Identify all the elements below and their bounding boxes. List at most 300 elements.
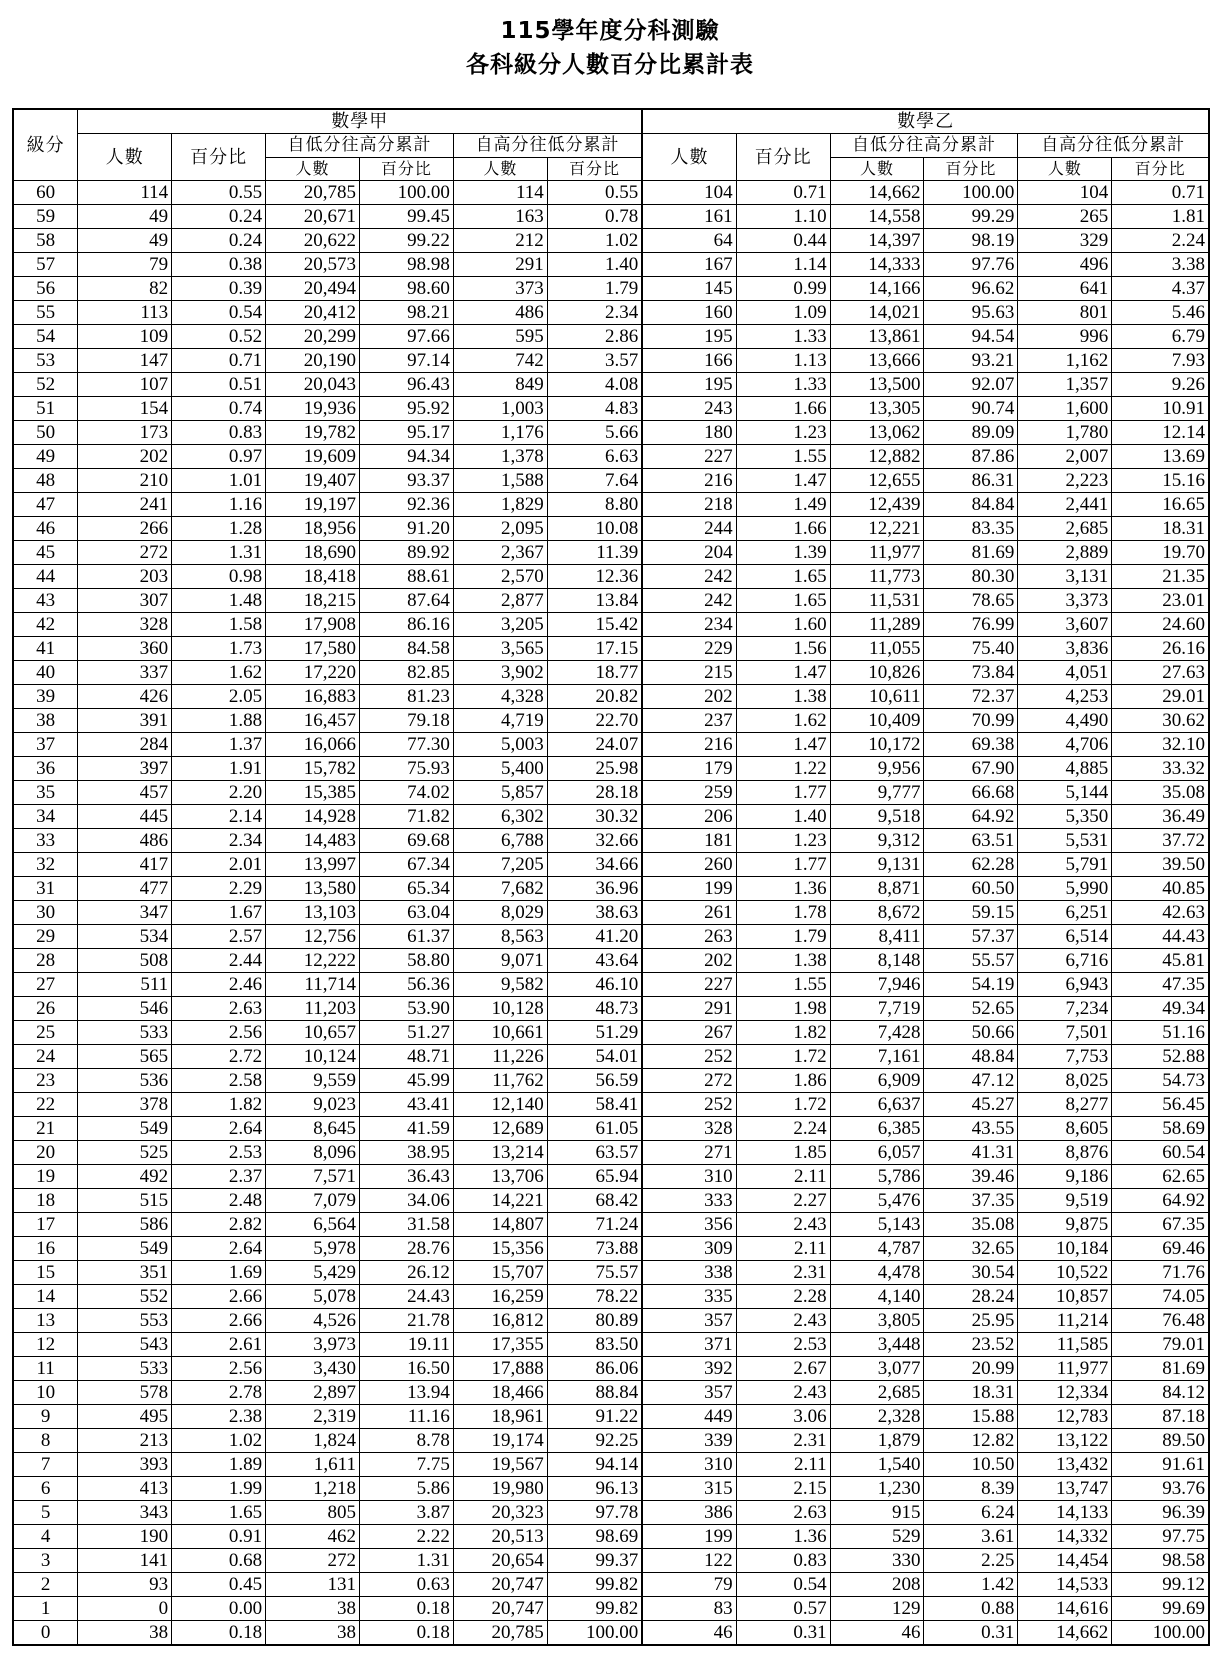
cell-a-hl-percent: 6.63 [547,445,642,469]
cell-a-hl-percent: 18.77 [547,661,642,685]
cell-b-lh-percent: 35.08 [924,1213,1018,1237]
cell-score: 36 [13,757,78,781]
cell-a-hl-percent: 1.79 [547,277,642,301]
cell-a-lh-count: 18,956 [266,517,360,541]
cell-b-lh-count: 13,305 [830,397,924,421]
cell-b-count: 260 [642,853,736,877]
cell-b-hl-count: 14,662 [1018,1621,1112,1646]
cell-b-hl-count: 6,716 [1018,949,1112,973]
cell-a-lh-percent: 53.90 [359,997,453,1021]
table-row [13,1069,1209,1093]
cell-score: 0 [13,1621,78,1646]
cell-a-lh-count: 14,928 [266,805,360,829]
cell-b-hl-count: 10,522 [1018,1261,1112,1285]
cell-a-count: 210 [78,469,172,493]
cell-a-hl-percent: 38.63 [547,901,642,925]
cell-b-hl-count: 11,585 [1018,1333,1112,1357]
cell-b-count: 179 [642,757,736,781]
cell-b-count: 227 [642,445,736,469]
cell-b-lh-count: 14,558 [830,205,924,229]
cell-score: 23 [13,1069,78,1093]
cell-a-hl-count: 18,466 [453,1381,547,1405]
header-b-lh-percent: 百分比 [924,158,1018,181]
cell-a-hl-percent: 61.05 [547,1117,642,1141]
cell-a-percent: 2.34 [172,829,266,853]
cell-b-percent: 1.38 [736,685,830,709]
cell-b-hl-percent: 12.14 [1112,421,1209,445]
cell-a-hl-percent: 32.66 [547,829,642,853]
cell-b-lh-count: 9,312 [830,829,924,853]
cell-score: 40 [13,661,78,685]
cell-a-percent: 2.14 [172,805,266,829]
cell-b-count: 310 [642,1453,736,1477]
cell-a-hl-percent: 13.84 [547,589,642,613]
header-a-count: 人數 [78,134,172,181]
cell-a-percent: 0.24 [172,229,266,253]
cell-a-percent: 2.61 [172,1333,266,1357]
cell-a-lh-percent: 99.45 [359,205,453,229]
cell-b-hl-count: 3,836 [1018,637,1112,661]
cell-a-hl-count: 14,221 [453,1189,547,1213]
cell-b-lh-percent: 64.92 [924,805,1018,829]
cell-b-percent: 1.23 [736,421,830,445]
cell-b-lh-percent: 94.54 [924,325,1018,349]
cell-a-hl-percent: 58.41 [547,1093,642,1117]
cell-b-hl-count: 4,051 [1018,661,1112,685]
cell-a-percent: 2.82 [172,1213,266,1237]
cell-b-lh-percent: 92.07 [924,373,1018,397]
cell-b-hl-count: 14,332 [1018,1525,1112,1549]
cell-b-count: 64 [642,229,736,253]
cell-a-lh-count: 3,973 [266,1333,360,1357]
cell-score: 33 [13,829,78,853]
cell-score: 15 [13,1261,78,1285]
cell-b-count: 333 [642,1189,736,1213]
cell-a-hl-percent: 4.08 [547,373,642,397]
cell-score: 1 [13,1597,78,1621]
cell-score: 14 [13,1285,78,1309]
cell-b-count: 356 [642,1213,736,1237]
cell-a-lh-count: 8,096 [266,1141,360,1165]
cell-a-lh-percent: 65.34 [359,877,453,901]
cell-b-lh-count: 6,909 [830,1069,924,1093]
cell-a-hl-percent: 34.66 [547,853,642,877]
cell-b-hl-count: 9,875 [1018,1213,1112,1237]
cell-a-lh-percent: 89.92 [359,541,453,565]
cell-a-hl-count: 486 [453,301,547,325]
cell-b-percent: 1.47 [736,661,830,685]
cell-b-lh-percent: 67.90 [924,757,1018,781]
cell-a-hl-percent: 73.88 [547,1237,642,1261]
cell-a-lh-percent: 94.34 [359,445,453,469]
cell-b-count: 145 [642,277,736,301]
cell-a-count: 213 [78,1429,172,1453]
cell-b-lh-count: 11,055 [830,637,924,661]
cell-a-count: 107 [78,373,172,397]
cell-b-hl-percent: 6.79 [1112,325,1209,349]
cell-b-lh-count: 1,879 [830,1429,924,1453]
cell-b-count: 195 [642,373,736,397]
cell-score: 51 [13,397,78,421]
cell-a-lh-count: 18,690 [266,541,360,565]
cell-a-lh-count: 20,785 [266,181,360,205]
cell-score: 21 [13,1117,78,1141]
table-row [13,1093,1209,1117]
cell-score: 42 [13,613,78,637]
cell-a-lh-percent: 93.37 [359,469,453,493]
cell-a-hl-count: 10,661 [453,1021,547,1045]
cell-b-percent: 2.67 [736,1357,830,1381]
cell-b-lh-count: 13,500 [830,373,924,397]
cell-a-lh-percent: 21.78 [359,1309,453,1333]
cell-a-hl-percent: 48.73 [547,997,642,1021]
cell-a-hl-percent: 99.82 [547,1573,642,1597]
cell-b-hl-percent: 3.38 [1112,253,1209,277]
cell-a-hl-percent: 92.25 [547,1429,642,1453]
cell-a-hl-count: 1,378 [453,445,547,469]
cell-a-percent: 0.55 [172,181,266,205]
cell-a-hl-count: 3,902 [453,661,547,685]
cell-a-lh-percent: 7.75 [359,1453,453,1477]
cell-b-hl-count: 5,990 [1018,877,1112,901]
cell-a-hl-count: 15,707 [453,1261,547,1285]
cell-b-count: 291 [642,997,736,1021]
cell-a-hl-count: 6,788 [453,829,547,853]
cell-b-lh-count: 13,861 [830,325,924,349]
cell-b-percent: 0.57 [736,1597,830,1621]
cell-a-hl-count: 13,706 [453,1165,547,1189]
cell-a-count: 565 [78,1045,172,1069]
cell-a-lh-count: 17,580 [266,637,360,661]
cell-b-count: 338 [642,1261,736,1285]
cell-a-hl-count: 8,563 [453,925,547,949]
cell-b-lh-count: 12,221 [830,517,924,541]
cell-b-percent: 1.82 [736,1021,830,1045]
cell-b-lh-count: 1,230 [830,1477,924,1501]
cell-b-hl-count: 641 [1018,277,1112,301]
cell-score: 35 [13,781,78,805]
table-row [13,1237,1209,1261]
cell-a-percent: 0.71 [172,349,266,373]
cell-a-lh-percent: 95.17 [359,421,453,445]
cell-b-lh-percent: 95.63 [924,301,1018,325]
cell-a-hl-count: 19,567 [453,1453,547,1477]
cell-b-hl-count: 1,780 [1018,421,1112,445]
cell-a-percent: 0.51 [172,373,266,397]
cell-b-lh-percent: 63.51 [924,829,1018,853]
cell-a-hl-count: 2,877 [453,589,547,613]
cell-b-hl-percent: 64.92 [1112,1189,1209,1213]
table-row [13,1429,1209,1453]
cell-b-hl-count: 3,373 [1018,589,1112,613]
cell-a-count: 445 [78,805,172,829]
cell-b-count: 204 [642,541,736,565]
cell-a-lh-count: 15,385 [266,781,360,805]
cell-a-count: 533 [78,1357,172,1381]
cell-a-hl-percent: 3.57 [547,349,642,373]
cell-a-lh-percent: 91.20 [359,517,453,541]
cell-b-count: 202 [642,949,736,973]
cell-a-lh-count: 9,023 [266,1093,360,1117]
table-row [13,253,1209,277]
cell-a-lh-count: 20,412 [266,301,360,325]
table-row [13,877,1209,901]
cell-a-count: 525 [78,1141,172,1165]
cell-a-count: 578 [78,1381,172,1405]
cell-b-lh-percent: 87.86 [924,445,1018,469]
cell-b-count: 449 [642,1405,736,1429]
cell-a-hl-count: 849 [453,373,547,397]
cell-b-hl-percent: 62.65 [1112,1165,1209,1189]
cell-score: 24 [13,1045,78,1069]
cell-b-lh-percent: 2.25 [924,1549,1018,1573]
table-row [13,1141,1209,1165]
cell-b-hl-count: 10,184 [1018,1237,1112,1261]
cell-a-lh-percent: 0.18 [359,1621,453,1646]
cell-b-hl-count: 9,519 [1018,1189,1112,1213]
cell-a-hl-count: 16,812 [453,1309,547,1333]
cell-b-percent: 2.11 [736,1237,830,1261]
cell-a-hl-count: 212 [453,229,547,253]
cell-b-percent: 2.11 [736,1165,830,1189]
cell-a-percent: 2.56 [172,1021,266,1045]
cell-a-lh-count: 272 [266,1549,360,1573]
cell-b-hl-percent: 30.62 [1112,709,1209,733]
cell-a-count: 109 [78,325,172,349]
cell-b-hl-percent: 0.71 [1112,181,1209,205]
cell-b-percent: 1.38 [736,949,830,973]
cell-a-hl-percent: 11.39 [547,541,642,565]
cell-a-percent: 1.58 [172,613,266,637]
table-row [13,589,1209,613]
cell-a-hl-count: 6,302 [453,805,547,829]
cell-a-count: 147 [78,349,172,373]
cell-a-percent: 1.37 [172,733,266,757]
cell-b-hl-percent: 7.93 [1112,349,1209,373]
cell-a-count: 82 [78,277,172,301]
cell-a-count: 543 [78,1333,172,1357]
score-distribution-table [12,108,1210,1646]
cell-a-hl-count: 3,205 [453,613,547,637]
cell-a-hl-percent: 30.32 [547,805,642,829]
cell-b-hl-percent: 36.49 [1112,805,1209,829]
cell-b-lh-count: 7,428 [830,1021,924,1045]
cell-a-hl-count: 9,071 [453,949,547,973]
cell-b-hl-percent: 24.60 [1112,613,1209,637]
header-a-hl-count: 人數 [453,158,547,181]
cell-b-lh-count: 11,289 [830,613,924,637]
cell-a-hl-count: 595 [453,325,547,349]
cell-a-lh-percent: 87.64 [359,589,453,613]
cell-b-hl-count: 496 [1018,253,1112,277]
cell-b-count: 244 [642,517,736,541]
cell-a-lh-percent: 95.92 [359,397,453,421]
cell-b-hl-percent: 67.35 [1112,1213,1209,1237]
cell-b-count: 237 [642,709,736,733]
table-row [13,421,1209,445]
cell-a-lh-percent: 97.14 [359,349,453,373]
cell-b-lh-percent: 99.29 [924,205,1018,229]
cell-b-lh-percent: 90.74 [924,397,1018,421]
cell-a-lh-count: 13,103 [266,901,360,925]
cell-a-percent: 1.89 [172,1453,266,1477]
cell-b-percent: 1.66 [736,397,830,421]
cell-score: 18 [13,1189,78,1213]
cell-a-hl-count: 7,205 [453,853,547,877]
cell-b-lh-count: 12,655 [830,469,924,493]
cell-b-hl-percent: 71.76 [1112,1261,1209,1285]
cell-a-hl-percent: 0.78 [547,205,642,229]
cell-b-count: 263 [642,925,736,949]
cell-b-hl-percent: 84.12 [1112,1381,1209,1405]
cell-b-count: 328 [642,1117,736,1141]
cell-score: 52 [13,373,78,397]
cell-score: 34 [13,805,78,829]
cell-b-hl-count: 14,454 [1018,1549,1112,1573]
cell-a-lh-percent: 51.27 [359,1021,453,1045]
cell-a-percent: 2.64 [172,1237,266,1261]
cell-b-percent: 1.23 [736,829,830,853]
cell-a-lh-percent: 98.98 [359,253,453,277]
cell-a-count: 114 [78,181,172,205]
cell-b-lh-percent: 86.31 [924,469,1018,493]
cell-a-lh-count: 462 [266,1525,360,1549]
cell-b-hl-count: 2,007 [1018,445,1112,469]
cell-score: 28 [13,949,78,973]
cell-a-count: 272 [78,541,172,565]
table-row [13,325,1209,349]
cell-b-lh-percent: 70.99 [924,709,1018,733]
cell-b-lh-percent: 98.19 [924,229,1018,253]
cell-b-hl-percent: 32.10 [1112,733,1209,757]
cell-a-lh-percent: 98.21 [359,301,453,325]
cell-a-count: 457 [78,781,172,805]
cell-a-hl-percent: 96.13 [547,1477,642,1501]
cell-b-count: 242 [642,565,736,589]
cell-b-count: 195 [642,325,736,349]
cell-score: 49 [13,445,78,469]
cell-score: 53 [13,349,78,373]
cell-a-hl-percent: 80.89 [547,1309,642,1333]
cell-a-hl-percent: 15.42 [547,613,642,637]
table-row [13,733,1209,757]
cell-b-percent: 2.11 [736,1453,830,1477]
cell-b-count: 386 [642,1501,736,1525]
cell-b-lh-count: 9,518 [830,805,924,829]
cell-a-percent: 1.99 [172,1477,266,1501]
cell-a-percent: 2.66 [172,1285,266,1309]
title-line-2: 各科級分人數百分比累計表 [466,52,754,78]
cell-score: 22 [13,1093,78,1117]
cell-a-lh-percent: 98.60 [359,277,453,301]
cell-b-lh-count: 4,140 [830,1285,924,1309]
cell-b-percent: 1.86 [736,1069,830,1093]
cell-a-percent: 1.31 [172,541,266,565]
cell-b-count: 206 [642,805,736,829]
cell-a-lh-percent: 0.63 [359,1573,453,1597]
table-row [13,1261,1209,1285]
cell-b-hl-count: 3,607 [1018,613,1112,637]
cell-score: 54 [13,325,78,349]
cell-a-hl-count: 8,029 [453,901,547,925]
cell-b-hl-count: 9,186 [1018,1165,1112,1189]
cell-a-hl-count: 4,719 [453,709,547,733]
cell-a-percent: 2.20 [172,781,266,805]
cell-a-hl-count: 13,214 [453,1141,547,1165]
cell-a-lh-percent: 71.82 [359,805,453,829]
cell-a-hl-count: 2,570 [453,565,547,589]
cell-b-hl-percent: 81.69 [1112,1357,1209,1381]
cell-a-lh-count: 20,299 [266,325,360,349]
cell-a-percent: 2.44 [172,949,266,973]
cell-b-hl-percent: 76.48 [1112,1309,1209,1333]
table-row [13,349,1209,373]
cell-a-hl-percent: 20.82 [547,685,642,709]
cell-a-percent: 2.29 [172,877,266,901]
cell-a-hl-count: 291 [453,253,547,277]
cell-a-count: 536 [78,1069,172,1093]
cell-b-hl-count: 996 [1018,325,1112,349]
cell-b-hl-percent: 96.39 [1112,1501,1209,1525]
cell-b-percent: 1.85 [736,1141,830,1165]
header-a-cum-low-high: 自低分往高分累計 [266,134,454,158]
cell-score: 58 [13,229,78,253]
cell-a-percent: 2.56 [172,1357,266,1381]
cell-b-lh-percent: 84.84 [924,493,1018,517]
cell-b-lh-count: 9,131 [830,853,924,877]
table-row [13,1117,1209,1141]
cell-b-lh-percent: 20.99 [924,1357,1018,1381]
cell-a-percent: 2.63 [172,997,266,1021]
cell-a-hl-percent: 2.34 [547,301,642,325]
table-row [13,397,1209,421]
cell-a-percent: 1.88 [172,709,266,733]
header-b-lh-count: 人數 [830,158,924,181]
table-row [13,445,1209,469]
cell-a-count: 190 [78,1525,172,1549]
cell-b-hl-percent: 60.54 [1112,1141,1209,1165]
cell-b-count: 252 [642,1093,736,1117]
cell-b-percent: 2.43 [736,1381,830,1405]
cell-b-hl-percent: 99.12 [1112,1573,1209,1597]
cell-b-count: 46 [642,1621,736,1646]
cell-b-percent: 2.27 [736,1189,830,1213]
cell-b-percent: 0.99 [736,277,830,301]
cell-score: 5 [13,1501,78,1525]
cell-a-lh-count: 5,078 [266,1285,360,1309]
cell-a-count: 511 [78,973,172,997]
cell-a-count: 378 [78,1093,172,1117]
cell-b-count: 243 [642,397,736,421]
cell-a-hl-count: 18,961 [453,1405,547,1429]
cell-b-percent: 1.40 [736,805,830,829]
cell-b-percent: 1.62 [736,709,830,733]
cell-score: 44 [13,565,78,589]
cell-b-hl-count: 12,783 [1018,1405,1112,1429]
cell-b-percent: 1.47 [736,469,830,493]
cell-b-hl-percent: 47.35 [1112,973,1209,997]
table-row [13,469,1209,493]
cell-b-hl-percent: 2.24 [1112,229,1209,253]
cell-b-hl-percent: 93.76 [1112,1477,1209,1501]
cell-a-count: 38 [78,1621,172,1646]
cell-a-hl-count: 20,654 [453,1549,547,1573]
cell-a-percent: 2.46 [172,973,266,997]
cell-a-count: 343 [78,1501,172,1525]
cell-a-percent: 0.83 [172,421,266,445]
cell-b-lh-count: 10,611 [830,685,924,709]
cell-b-hl-percent: 79.01 [1112,1333,1209,1357]
